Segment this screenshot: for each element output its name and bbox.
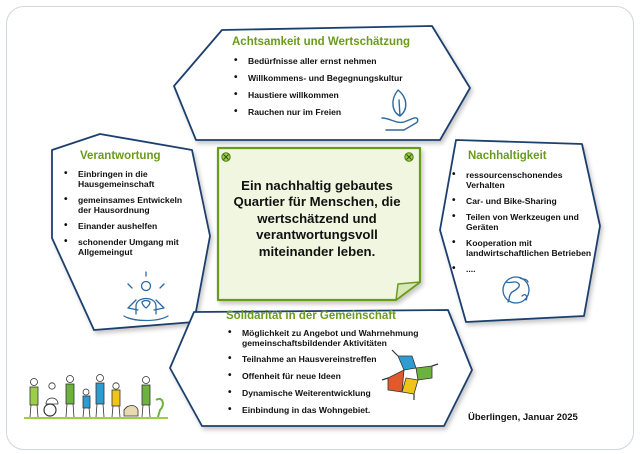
list-item: • ressourcenschonendes Verhalten (450, 170, 592, 190)
section-nachhaltigkeit (450, 150, 592, 274)
list-item: • Einander aushelfen (62, 221, 192, 231)
list-item: • Einbringen in die Hausgemeinschaft (62, 169, 192, 189)
section-title: Achtsamkeit und Wertschätzung (232, 36, 411, 48)
section-list (62, 169, 192, 257)
list-item: • Offenheit für neue Ideen (226, 371, 446, 381)
list-item: • gemeinsames Entwickeln der Hausordnung (62, 195, 192, 215)
list-item: • Teilen von Werkzeugen und Geräten (450, 212, 592, 232)
footer-date: Überlingen, Januar 2025 (468, 412, 578, 423)
list-item: • Einbindung in das Wohngebiet. (226, 405, 446, 415)
list-item: • Rauchen nur im Freien (232, 107, 462, 117)
list-item: • Haustiere willkommen (232, 90, 462, 100)
section-achtsamkeit (232, 36, 462, 117)
list-item: • Bedürfnisse aller ernst nehmen (232, 56, 462, 66)
section-list (226, 328, 446, 415)
list-item: • Car- und Bike-Sharing (450, 196, 592, 206)
list-item: • .... (450, 264, 592, 274)
list-item: • Möglichkeit zu Angebot und Wahrnehmung gemeinschaftsbildender Aktivitäten (226, 328, 446, 348)
section-list (232, 56, 462, 117)
note-fold (396, 282, 420, 300)
pin-icon (405, 153, 413, 161)
section-solidaritaet (226, 310, 446, 415)
section-title: Nachhaltigkeit (468, 150, 547, 162)
people-group-icon (24, 375, 168, 419)
list-item: • schonender Umgang mit Allgemeingut (62, 237, 192, 257)
section-title: Verantwortung (80, 150, 161, 162)
list-item: • Teilnahme an Hausvereinstreffen (226, 354, 446, 364)
pin-icon (222, 153, 230, 161)
section-verantwortung (62, 150, 192, 257)
list-item: • Dynamische Weiterentwicklung (226, 388, 446, 398)
list-item: • Kooperation mit landwirtschaftlichen Betrieben (450, 238, 592, 258)
list-item: • Willkommens- und Begegnungskultur (232, 73, 462, 83)
section-title: Solidarität in der Gemeinschaft (226, 310, 396, 322)
section-list (450, 170, 592, 274)
center-statement: Ein nachhaltig gebautes Quartier für Menschen, die wertschätzend und verantwortungsvoll miteinander leben. (233, 178, 401, 259)
